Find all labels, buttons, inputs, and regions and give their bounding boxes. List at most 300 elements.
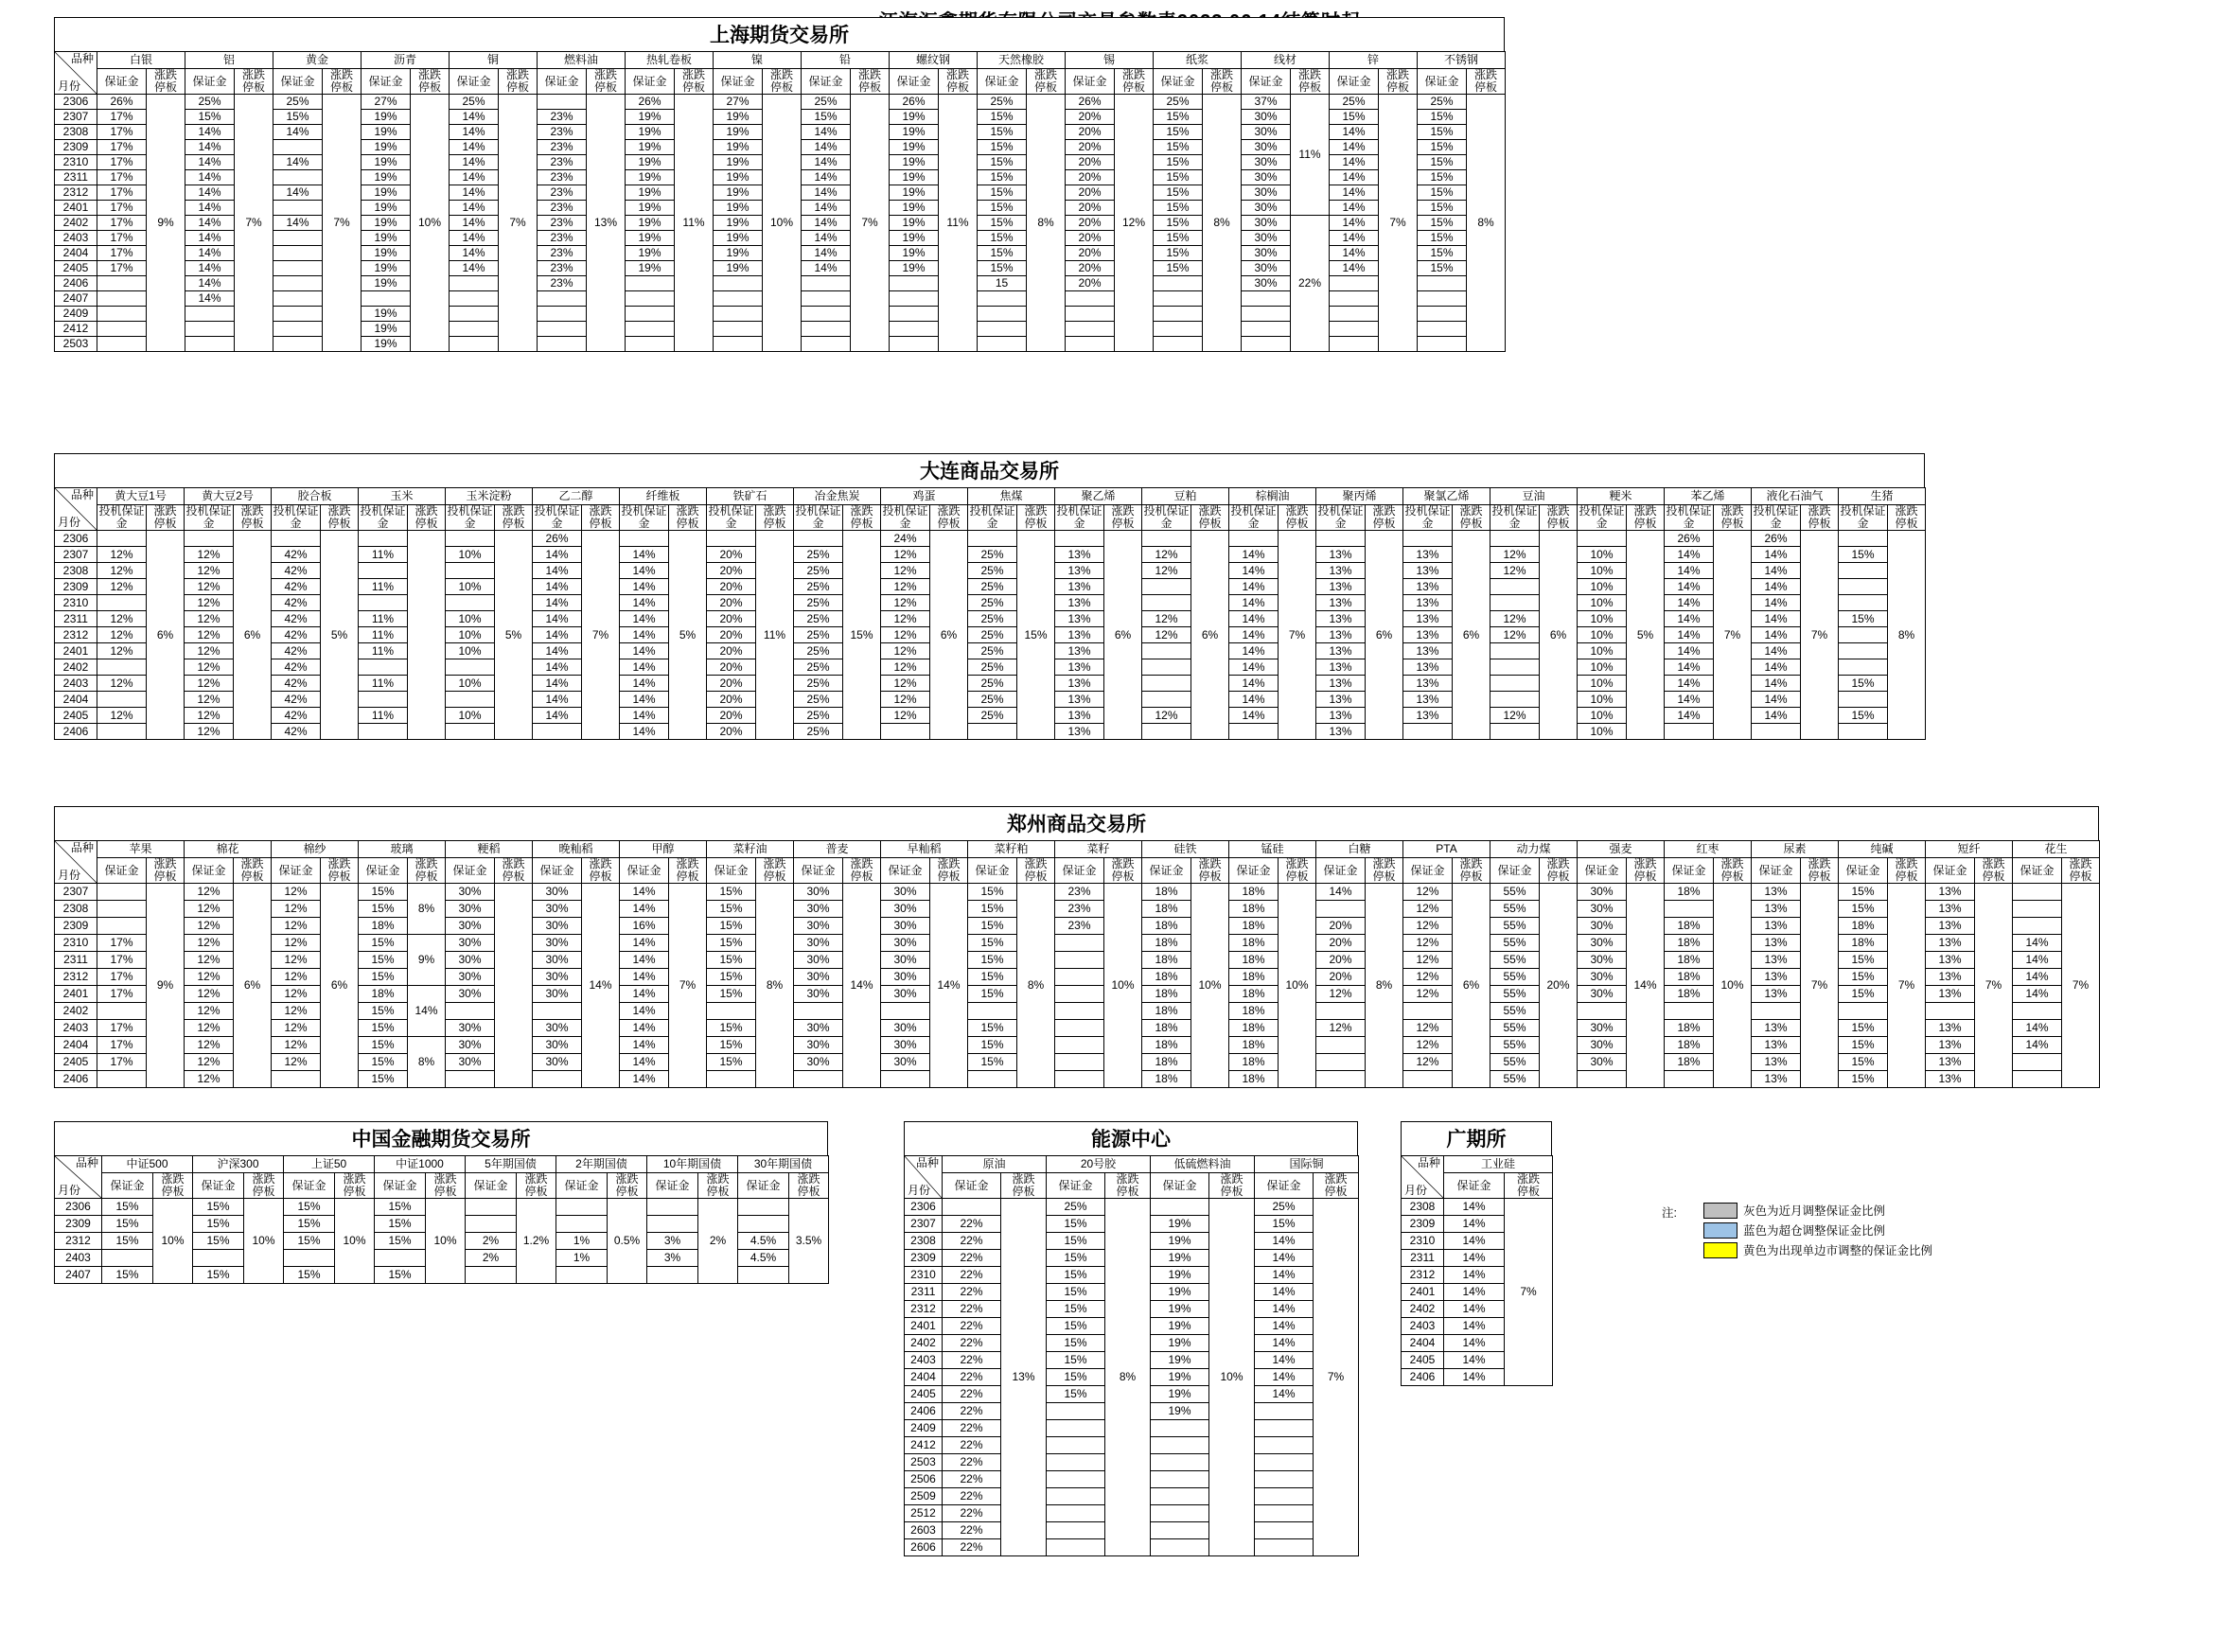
margin-cell xyxy=(1255,1403,1314,1420)
margin-cell: 12% xyxy=(881,547,930,563)
margin-cell: 25% xyxy=(968,547,1017,563)
col-header-margin: 保证金 xyxy=(359,858,408,884)
margin-cell xyxy=(1665,1003,1714,1020)
margin-cell: 15% xyxy=(1418,170,1467,185)
limit-cell: 6% xyxy=(930,531,968,740)
margin-cell: 55% xyxy=(1490,1020,1540,1037)
exchange-title: 广期所 xyxy=(1401,1121,1552,1155)
limit-cell: 11% xyxy=(675,95,714,352)
margin-cell: 12% xyxy=(185,595,234,611)
margin-cell xyxy=(97,918,147,935)
margin-cell xyxy=(1839,692,1888,708)
margin-cell: 19% xyxy=(626,170,675,185)
table-row xyxy=(55,1003,2100,1020)
margin-cell xyxy=(185,307,235,322)
col-header-margin: 保证金 xyxy=(802,69,851,95)
margin-cell xyxy=(1490,676,1540,692)
margin-cell: 15% xyxy=(978,261,1027,276)
margin-cell: 19% xyxy=(890,201,939,216)
month-cell: 2309 xyxy=(905,1250,943,1267)
margin-cell: 15% xyxy=(102,1199,153,1216)
product-header: 锡 xyxy=(1066,52,1154,69)
limit-cell: 20% xyxy=(1540,884,1578,1088)
margin-cell: 26% xyxy=(1665,531,1714,547)
margin-cell: 20% xyxy=(707,595,756,611)
product-header: 生猪 xyxy=(1839,488,1926,505)
margin-cell: 15% xyxy=(968,969,1017,986)
product-header: 沥青 xyxy=(362,52,450,69)
margin-cell: 14% xyxy=(620,986,669,1003)
limit-cell: 3.5% xyxy=(789,1199,829,1284)
margin-cell: 20% xyxy=(1066,261,1115,276)
col-header-margin: 保证金 xyxy=(1055,858,1104,884)
margin-cell xyxy=(1066,307,1115,322)
margin-cell: 15% xyxy=(359,969,408,986)
table-row xyxy=(55,1199,829,1216)
margin-cell: 18% xyxy=(1665,918,1714,935)
margin-cell xyxy=(1066,291,1115,307)
margin-cell: 14% xyxy=(1330,125,1379,140)
margin-cell: 14% xyxy=(620,724,669,740)
margin-cell: 15% xyxy=(978,110,1027,125)
margin-cell xyxy=(450,322,499,337)
limit-cell: 7% xyxy=(582,531,620,740)
month-cell: 2311 xyxy=(55,611,97,627)
margin-cell: 13% xyxy=(1926,918,1975,935)
col-header-limit: 涨跌 停板 xyxy=(930,858,968,884)
margin-cell: 15% xyxy=(978,216,1027,231)
margin-cell: 18% xyxy=(1839,935,1888,952)
margin-cell: 30% xyxy=(881,986,930,1003)
margin-cell xyxy=(273,140,323,155)
month-cell: 2404 xyxy=(55,692,97,708)
margin-cell xyxy=(533,1071,582,1088)
month-cell: 2403 xyxy=(1402,1318,1444,1335)
margin-cell: 30% xyxy=(1242,216,1291,231)
margin-cell: 12% xyxy=(185,1003,234,1020)
margin-cell xyxy=(738,1267,789,1284)
margin-cell: 12% xyxy=(185,579,234,595)
margin-cell: 19% xyxy=(626,201,675,216)
margin-cell xyxy=(881,1003,930,1020)
margin-cell xyxy=(1154,276,1203,291)
margin-cell: 12% xyxy=(1403,884,1453,901)
product-header: 白银 xyxy=(97,52,185,69)
margin-cell: 25% xyxy=(794,708,843,724)
col-header-margin: 保证金 xyxy=(272,858,321,884)
margin-cell: 13% xyxy=(1403,708,1453,724)
margin-cell xyxy=(1047,1437,1105,1454)
margin-cell: 20% xyxy=(707,659,756,676)
margin-cell xyxy=(273,261,323,276)
col-header-limit: 涨跌 停板 xyxy=(1540,505,1578,531)
margin-cell: 14% xyxy=(1665,643,1714,659)
month-cell: 2312 xyxy=(55,185,97,201)
margin-cell xyxy=(1490,692,1540,708)
margin-cell: 23% xyxy=(538,155,587,170)
margin-cell: 19% xyxy=(362,322,411,337)
col-header-limit: 涨跌 停板 xyxy=(669,858,707,884)
margin-cell: 11% xyxy=(359,627,408,643)
col-header-limit: 涨跌 停板 xyxy=(1453,505,1490,531)
product-header: 锌 xyxy=(1330,52,1418,69)
margin-cell: 14% xyxy=(1255,1318,1314,1335)
month-cell: 2311 xyxy=(55,952,97,969)
margin-cell: 30% xyxy=(1578,901,1627,918)
product-header: 工业硅 xyxy=(1444,1156,1553,1173)
margin-cell: 22% xyxy=(943,1216,1001,1233)
col-header-limit: 涨跌 停板 xyxy=(1540,858,1578,884)
product-header: 10年期国债 xyxy=(647,1156,738,1173)
margin-cell: 30% xyxy=(794,969,843,986)
margin-cell: 14% xyxy=(2013,1037,2062,1054)
margin-cell: 18% xyxy=(1665,969,1714,986)
limit-cell: 8% xyxy=(1027,95,1066,352)
margin-cell: 14% xyxy=(1330,261,1379,276)
col-header-margin: 保证金 xyxy=(446,858,495,884)
limit-cell: 15% xyxy=(1017,531,1055,740)
col-header-margin: 保证金 xyxy=(1255,1173,1314,1199)
col-header-limit: 涨跌 停板 xyxy=(1453,858,1490,884)
margin-cell xyxy=(1490,579,1540,595)
margin-cell xyxy=(626,291,675,307)
product-header: 甲醇 xyxy=(620,841,707,858)
margin-cell: 12% xyxy=(881,595,930,611)
margin-cell xyxy=(1330,276,1379,291)
margin-cell: 15% xyxy=(1154,170,1203,185)
margin-cell xyxy=(1316,1071,1366,1088)
margin-cell xyxy=(647,1199,698,1216)
margin-cell: 12% xyxy=(1142,563,1191,579)
margin-cell: 13% xyxy=(1752,884,1801,901)
margin-cell xyxy=(1047,1488,1105,1505)
margin-cell xyxy=(1229,531,1279,547)
product-header: 低硫燃料油 xyxy=(1151,1156,1255,1173)
margin-cell xyxy=(978,291,1027,307)
margin-cell xyxy=(647,1267,698,1284)
margin-cell: 15% xyxy=(978,246,1027,261)
margin-cell: 17% xyxy=(97,170,147,185)
table-row xyxy=(55,986,2100,1003)
margin-cell: 20% xyxy=(1066,170,1115,185)
margin-cell: 23% xyxy=(1055,884,1104,901)
col-header-margin: 保证金 xyxy=(193,1173,244,1199)
col-header-limit: 涨跌 停板 xyxy=(1115,69,1154,95)
col-header-margin: 投机保证金 xyxy=(621,504,667,530)
margin-cell xyxy=(1151,1437,1209,1454)
margin-cell: 13% xyxy=(1316,595,1366,611)
margin-cell: 15% xyxy=(707,1037,756,1054)
margin-cell: 15% xyxy=(978,185,1027,201)
product-header: 强麦 xyxy=(1578,841,1665,858)
col-header-margin: 保证金 xyxy=(647,1173,698,1199)
margin-cell: 55% xyxy=(1490,935,1540,952)
col-header-margin: 保证金 xyxy=(362,69,411,95)
margin-cell: 19% xyxy=(714,261,763,276)
month-cell: 2402 xyxy=(55,216,97,231)
margin-cell: 13% xyxy=(1926,935,1975,952)
margin-cell: 14% xyxy=(802,140,851,155)
margin-cell: 14% xyxy=(620,1054,669,1071)
margin-cell: 12% xyxy=(1142,547,1191,563)
margin-cell: 19% xyxy=(890,125,939,140)
margin-cell: 18% xyxy=(1229,1020,1279,1037)
margin-cell: 25% xyxy=(968,676,1017,692)
margin-cell: 15% xyxy=(707,935,756,952)
margin-cell: 25% xyxy=(968,627,1017,643)
margin-cell: 13% xyxy=(1403,547,1453,563)
margin-cell: 18% xyxy=(1142,1003,1191,1020)
margin-cell: 13% xyxy=(1316,724,1366,740)
margin-cell: 23% xyxy=(538,201,587,216)
col-header-margin: 保证金 xyxy=(1839,858,1888,884)
margin-cell xyxy=(185,531,234,547)
margin-cell xyxy=(1242,322,1291,337)
margin-cell: 15% xyxy=(978,170,1027,185)
margin-cell: 30% xyxy=(1242,110,1291,125)
table-row xyxy=(55,918,2100,935)
margin-cell xyxy=(1255,1454,1314,1471)
col-header-margin: 投机保证金 xyxy=(969,504,1015,530)
limit-cell: 8% xyxy=(756,884,794,1088)
margin-cell: 10% xyxy=(446,579,495,595)
margin-cell xyxy=(647,1216,698,1233)
product-header: 菜籽油 xyxy=(707,841,794,858)
margin-cell: 12% xyxy=(185,1054,234,1071)
margin-cell: 22% xyxy=(943,1301,1001,1318)
margin-cell: 14% xyxy=(620,563,669,579)
margin-cell: 24% xyxy=(881,531,930,547)
margin-cell: 30% xyxy=(794,1054,843,1071)
col-header-limit: 涨跌 停板 xyxy=(1104,505,1142,531)
month-cell: 2503 xyxy=(55,337,97,352)
margin-cell: 14% xyxy=(1444,1284,1505,1301)
margin-cell: 13% xyxy=(1403,692,1453,708)
margin-cell: 14% xyxy=(1229,643,1279,659)
margin-cell: 30% xyxy=(881,969,930,986)
margin-cell: 30% xyxy=(1578,1054,1627,1071)
margin-cell: 14% xyxy=(185,140,235,155)
margin-cell: 1% xyxy=(556,1233,608,1250)
margin-cell: 20% xyxy=(1066,125,1115,140)
product-header: 菜籽粕 xyxy=(968,841,1055,858)
margin-cell: 12% xyxy=(272,969,321,986)
margin-cell: 11% xyxy=(359,611,408,627)
margin-cell: 14% xyxy=(620,611,669,627)
margin-cell: 19% xyxy=(714,110,763,125)
margin-cell: 15% xyxy=(1047,1250,1105,1267)
col-header-margin: 投机保证金 xyxy=(273,504,319,530)
margin-cell: 1% xyxy=(556,1250,608,1267)
margin-cell xyxy=(1047,1505,1105,1522)
margin-cell: 15% xyxy=(359,1071,408,1088)
limit-cell: 11% xyxy=(939,95,978,352)
limit-cell: 6% xyxy=(1366,531,1403,740)
margin-cell: 13% xyxy=(1055,547,1104,563)
margin-cell xyxy=(1418,307,1467,322)
margin-cell: 15% xyxy=(284,1267,335,1284)
margin-cell: 13% xyxy=(1403,659,1453,676)
margin-cell: 25% xyxy=(450,95,499,110)
margin-cell: 15% xyxy=(968,952,1017,969)
product-header: 棉花 xyxy=(185,841,272,858)
month-cell: 2309 xyxy=(55,579,97,595)
margin-cell: 14% xyxy=(1330,216,1379,231)
margin-cell: 18% xyxy=(1839,918,1888,935)
margin-cell: 13% xyxy=(1316,643,1366,659)
limit-cell: 2% xyxy=(698,1199,738,1284)
month-cell: 2402 xyxy=(905,1335,943,1352)
col-header-margin: 保证金 xyxy=(890,69,939,95)
margin-cell xyxy=(1142,595,1191,611)
month-cell: 2406 xyxy=(55,724,97,740)
col-header-margin: 投机保证金 xyxy=(1056,504,1102,530)
margin-cell xyxy=(1154,307,1203,322)
product-header: 苯乙烯 xyxy=(1665,488,1752,505)
margin-cell: 14% xyxy=(1665,676,1714,692)
margin-cell xyxy=(1047,1522,1105,1539)
col-header-limit: 涨跌 停板 xyxy=(235,69,273,95)
margin-cell: 20% xyxy=(707,563,756,579)
margin-cell: 19% xyxy=(1151,1301,1209,1318)
margin-cell: 15% xyxy=(1418,261,1467,276)
margin-cell: 15% xyxy=(802,110,851,125)
margin-cell: 15% xyxy=(1154,216,1203,231)
margin-cell xyxy=(446,1071,495,1088)
limit-cell: 7% xyxy=(1505,1199,1553,1386)
margin-cell xyxy=(1255,1488,1314,1505)
margin-cell: 20% xyxy=(1066,276,1115,291)
product-header: 聚氯乙烯 xyxy=(1403,488,1490,505)
margin-cell: 14% xyxy=(450,201,499,216)
margin-cell: 15% xyxy=(1839,708,1888,724)
table-row xyxy=(55,95,1506,110)
limit-cell: 5% xyxy=(495,531,533,740)
margin-cell: 13% xyxy=(1055,595,1104,611)
margin-cell: 12% xyxy=(881,676,930,692)
month-cell: 2403 xyxy=(55,1020,97,1037)
col-header-limit: 涨跌 停板 xyxy=(1209,1173,1255,1199)
margin-cell: 17% xyxy=(97,110,147,125)
col-header-margin: 保证金 xyxy=(626,69,675,95)
legend-text: 黄色为出现单边市调整的保证金比例 xyxy=(1743,1244,1933,1257)
margin-cell: 13% xyxy=(1926,901,1975,918)
margin-cell: 19% xyxy=(362,155,411,170)
margin-cell: 30% xyxy=(881,901,930,918)
margin-cell: 14% xyxy=(1665,627,1714,643)
margin-cell: 14% xyxy=(273,125,323,140)
margin-cell: 14% xyxy=(1752,692,1801,708)
margin-cell: 23% xyxy=(538,125,587,140)
margin-cell: 23% xyxy=(538,276,587,291)
limit-cell: 13% xyxy=(587,95,626,352)
month-cell: 2512 xyxy=(905,1505,943,1522)
margin-cell: 30% xyxy=(794,952,843,969)
col-header-margin: 投机保证金 xyxy=(447,504,493,530)
col-header-margin: 保证金 xyxy=(968,858,1017,884)
margin-cell: 14% xyxy=(273,216,323,231)
col-header-limit: 涨跌 停板 xyxy=(1314,1173,1359,1199)
margin-cell: 11% xyxy=(359,579,408,595)
margin-cell: 25% xyxy=(794,692,843,708)
margin-cell: 19% xyxy=(714,155,763,170)
margin-cell: 20% xyxy=(707,724,756,740)
margin-cell: 17% xyxy=(97,231,147,246)
month-cell: 2310 xyxy=(905,1267,943,1284)
margin-cell xyxy=(556,1267,608,1284)
product-header: 冶金焦炭 xyxy=(794,488,881,505)
margin-cell: 25% xyxy=(273,95,323,110)
margin-cell: 13% xyxy=(1403,595,1453,611)
margin-cell: 17% xyxy=(97,1020,147,1037)
margin-cell: 14% xyxy=(1255,1386,1314,1403)
margin-cell: 10% xyxy=(1578,676,1627,692)
margin-cell: 14% xyxy=(1330,170,1379,185)
legend-swatch xyxy=(1703,1203,1737,1219)
margin-cell: 14% xyxy=(620,901,669,918)
limit-cell xyxy=(495,884,533,1088)
margin-cell: 15% xyxy=(707,952,756,969)
product-header: 红枣 xyxy=(1665,841,1752,858)
col-header-limit: 涨跌 停板 xyxy=(147,69,185,95)
limit-cell: 7% xyxy=(1975,884,2013,1088)
margin-cell: 15% xyxy=(1047,1318,1105,1335)
month-cell: 2509 xyxy=(905,1488,943,1505)
margin-cell: 15% xyxy=(359,1054,408,1071)
margin-cell: 14% xyxy=(1229,676,1279,692)
margin-cell: 13% xyxy=(1752,1054,1801,1071)
margin-cell xyxy=(968,531,1017,547)
margin-cell xyxy=(1578,531,1627,547)
margin-cell: 13% xyxy=(1055,611,1104,627)
margin-cell xyxy=(375,1250,426,1267)
margin-cell: 37% xyxy=(1242,95,1291,110)
margin-cell: 19% xyxy=(362,216,411,231)
margin-cell xyxy=(97,291,147,307)
margin-cell: 25% xyxy=(802,95,851,110)
margin-cell: 25% xyxy=(794,643,843,659)
margin-cell: 15% xyxy=(1154,201,1203,216)
margin-cell xyxy=(890,307,939,322)
table-row xyxy=(905,1199,1359,1216)
params-table xyxy=(1401,1155,1553,1386)
col-header-limit: 涨跌 停板 xyxy=(930,505,968,531)
margin-cell xyxy=(1255,1522,1314,1539)
margin-cell: 12% xyxy=(97,563,147,579)
margin-cell xyxy=(1839,595,1888,611)
margin-cell: 25% xyxy=(968,692,1017,708)
margin-cell: 30% xyxy=(794,901,843,918)
month-cell: 2401 xyxy=(55,643,97,659)
margin-cell xyxy=(466,1199,517,1216)
margin-cell: 13% xyxy=(1316,627,1366,643)
margin-cell: 12% xyxy=(881,692,930,708)
margin-cell xyxy=(802,291,851,307)
margin-cell: 30% xyxy=(881,935,930,952)
col-header-limit: 涨跌 停板 xyxy=(1279,858,1316,884)
margin-cell: 15% xyxy=(375,1233,426,1250)
table-row xyxy=(55,1020,2100,1037)
margin-cell: 17% xyxy=(97,1054,147,1071)
col-header-limit: 涨跌 停板 xyxy=(1467,69,1506,95)
margin-cell: 12% xyxy=(1403,952,1453,969)
col-header-limit: 涨跌 停板 xyxy=(147,505,185,531)
margin-cell: 14% xyxy=(1330,201,1379,216)
limit-cell: 7% xyxy=(851,95,890,352)
col-header-margin: 保证金 xyxy=(450,69,499,95)
margin-cell: 10% xyxy=(1578,579,1627,595)
margin-cell xyxy=(802,307,851,322)
